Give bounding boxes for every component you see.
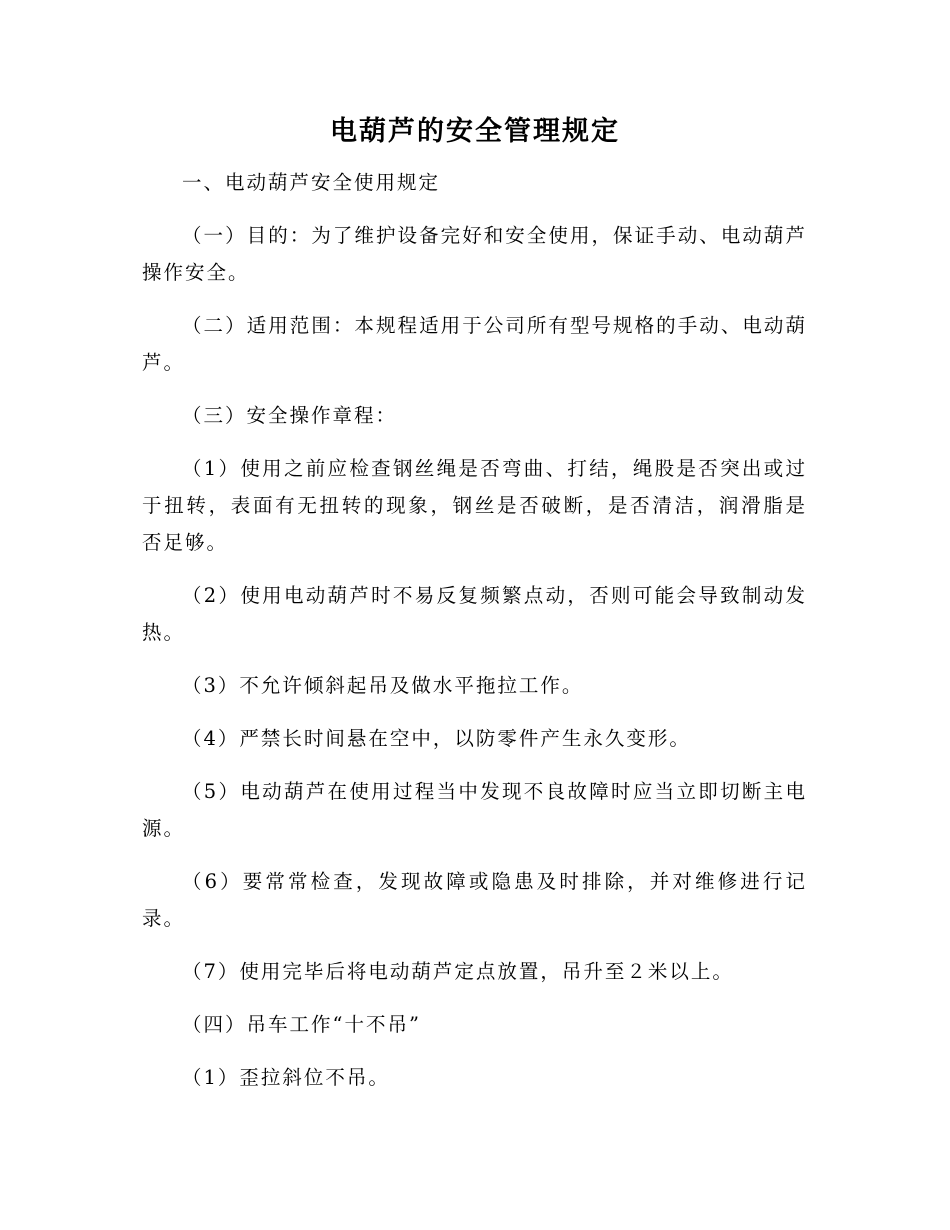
section-heading: 一、电动葫芦安全使用规定 (182, 171, 441, 194)
list-item: （2）使用电动葫芦时不易反复频繁点动，否则可能会导致制动发热。 (142, 584, 807, 644)
list-item: （6）要常常检查，发现故障或隐患及时排除，并对维修进行记录。 (142, 870, 807, 930)
list-item: （3）不允许倾斜起吊及做水平拖拉工作。 (182, 674, 584, 697)
list-item: （4）严禁长时间悬在空中，以防零件产生永久变形。 (182, 727, 691, 750)
paragraph-purpose: （一）目的：为了维护设备完好和安全使用，保证手动、电动葫芦操作安全。 (142, 224, 807, 284)
list-item: （7）使用完毕后将电动葫芦定点放置，吊升至２米以上。 (182, 960, 734, 983)
paragraph-scope: （二）适用范围：本规程适用于公司所有型号规格的手动、电动葫芦。 (142, 314, 807, 374)
document-body (142, 164, 807, 1112)
document-title: 电葫芦的安全管理规定 (330, 116, 620, 147)
list-item: （5）电动葫芦在使用过程当中发现不良故障时应当立即切断主电源。 (142, 780, 807, 840)
list-item: （1）歪拉斜位不吊。 (182, 1066, 390, 1089)
list-item: （1）使用之前应检查钢丝绳是否弯曲、打结，绳股是否突出或过于扭转，表面有无扭转的现象，钢丝是否破断，是否清洁，润滑脂是否足够。 (142, 457, 807, 554)
paragraph-ten-rules-heading: （四）吊车工作“十不吊” (182, 1013, 421, 1036)
paragraph-procedure-heading: （三）安全操作章程： (182, 404, 398, 427)
